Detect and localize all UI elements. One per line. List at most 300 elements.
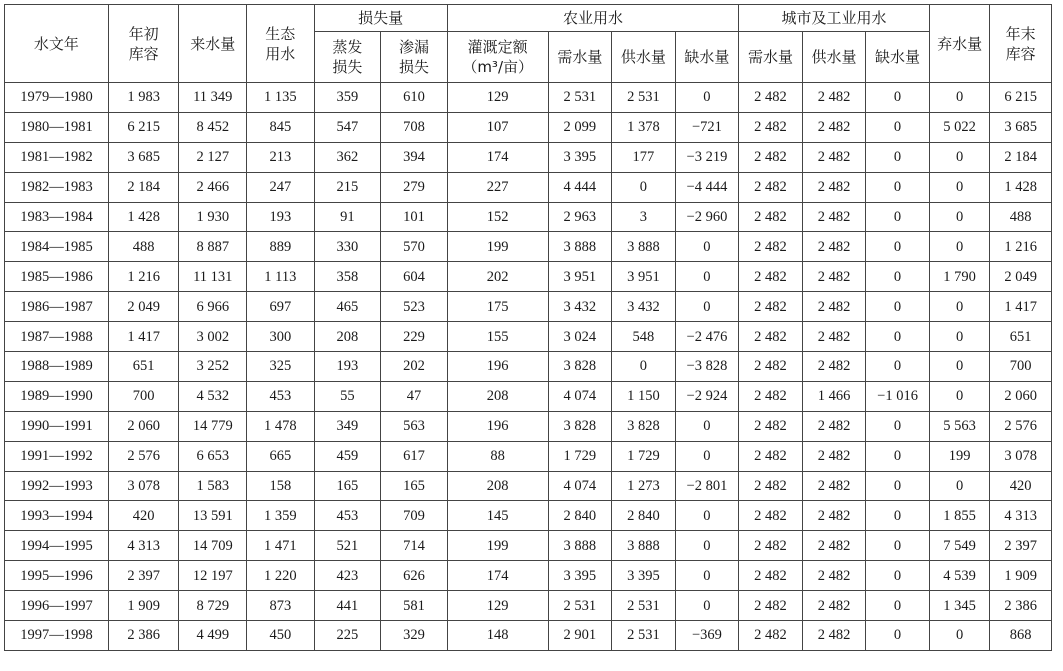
cell-evaporation-loss: 453 [314,501,381,531]
cell-inflow: 4 499 [179,621,247,651]
cell-year: 1982—1983 [5,172,109,202]
cell-urban-demand: 2 482 [739,202,803,232]
cell-urban-shortage: 0 [866,561,930,591]
cell-year: 1993—1994 [5,501,109,531]
cell-agri-demand: 3 828 [548,352,612,382]
cell-agri-demand: 2 531 [548,83,612,113]
cell-inflow: 6 653 [179,441,247,471]
cell-agri-demand: 3 828 [548,411,612,441]
cell-agri-demand: 3 395 [548,142,612,172]
cell-inflow: 2 466 [179,172,247,202]
table-row [5,83,1052,113]
cell-start-storage: 6 215 [108,112,179,142]
cell-inflow: 8 887 [179,232,247,262]
cell-end-storage: 868 [990,621,1052,651]
cell-seepage-loss: 610 [381,83,448,113]
cell-start-storage: 2 397 [108,561,179,591]
cell-end-storage: 1 417 [990,292,1052,322]
cell-agri-shortage: −3 219 [675,142,739,172]
cell-urban-shortage: 0 [866,591,930,621]
cell-agri-shortage: 0 [675,262,739,292]
cell-start-storage: 488 [108,232,179,262]
cell-urban-demand: 2 482 [739,441,803,471]
cell-urban-shortage: 0 [866,322,930,352]
cell-urban-demand: 2 482 [739,591,803,621]
cell-eco-water: 158 [247,471,315,501]
cell-year: 1991—1992 [5,441,109,471]
cell-urban-supply: 2 482 [802,561,866,591]
cell-agri-supply: 3 395 [612,561,676,591]
cell-evaporation-loss: 362 [314,142,381,172]
cell-start-storage: 700 [108,381,179,411]
cell-agri-demand: 2 840 [548,501,612,531]
cell-inflow: 4 532 [179,381,247,411]
cell-irrigation-quota: 175 [447,292,548,322]
cell-spill: 1 345 [929,591,990,621]
cell-spill: 1 790 [929,262,990,292]
cell-end-storage: 6 215 [990,83,1052,113]
cell-irrigation-quota: 174 [447,142,548,172]
header-evaporation-loss: 蒸发 损失 [314,32,381,83]
cell-urban-shortage: 0 [866,531,930,561]
table-header [5,5,1052,83]
cell-irrigation-quota: 199 [447,232,548,262]
cell-seepage-loss: 709 [381,501,448,531]
cell-start-storage: 420 [108,501,179,531]
cell-spill: 0 [929,471,990,501]
cell-eco-water: 193 [247,202,315,232]
cell-agri-demand: 3 888 [548,531,612,561]
cell-urban-supply: 2 482 [802,352,866,382]
cell-spill: 0 [929,232,990,262]
header-irrigation-quota: 灌溉定额 （m³/亩） [447,32,548,83]
cell-urban-supply: 2 482 [802,232,866,262]
cell-seepage-loss: 279 [381,172,448,202]
cell-agri-demand: 3 395 [548,561,612,591]
header-loss-group: 损失量 [314,5,447,32]
cell-spill: 1 855 [929,501,990,531]
cell-agri-supply: 0 [612,352,676,382]
cell-spill: 5 563 [929,411,990,441]
cell-end-storage: 1 428 [990,172,1052,202]
cell-urban-shortage: 0 [866,411,930,441]
cell-urban-shortage: −1 016 [866,381,930,411]
cell-agri-supply: 1 273 [612,471,676,501]
table-row [5,142,1052,172]
cell-start-storage: 1 909 [108,591,179,621]
cell-eco-water: 889 [247,232,315,262]
cell-urban-supply: 2 482 [802,621,866,651]
cell-seepage-loss: 165 [381,471,448,501]
cell-irrigation-quota: 196 [447,411,548,441]
cell-urban-demand: 2 482 [739,471,803,501]
cell-start-storage: 1 428 [108,202,179,232]
cell-urban-supply: 2 482 [802,471,866,501]
cell-evaporation-loss: 55 [314,381,381,411]
cell-urban-demand: 2 482 [739,262,803,292]
cell-spill: 5 022 [929,112,990,142]
header-end-storage: 年末 库容 [990,5,1052,83]
cell-start-storage: 2 386 [108,621,179,651]
cell-seepage-loss: 229 [381,322,448,352]
cell-inflow: 12 197 [179,561,247,591]
cell-start-storage: 2 184 [108,172,179,202]
header-seepage-loss: 渗漏 损失 [381,32,448,83]
cell-end-storage: 2 060 [990,381,1052,411]
cell-evaporation-loss: 358 [314,262,381,292]
cell-urban-shortage: 0 [866,621,930,651]
cell-urban-shortage: 0 [866,441,930,471]
cell-agri-demand: 4 444 [548,172,612,202]
cell-eco-water: 247 [247,172,315,202]
cell-evaporation-loss: 193 [314,352,381,382]
cell-urban-shortage: 0 [866,262,930,292]
cell-inflow: 1 583 [179,471,247,501]
cell-urban-supply: 2 482 [802,262,866,292]
cell-year: 1984—1985 [5,232,109,262]
cell-urban-demand: 2 482 [739,621,803,651]
cell-seepage-loss: 523 [381,292,448,322]
cell-agri-supply: 2 840 [612,501,676,531]
cell-end-storage: 420 [990,471,1052,501]
cell-irrigation-quota: 152 [447,202,548,232]
cell-end-storage: 3 078 [990,441,1052,471]
cell-seepage-loss: 329 [381,621,448,651]
cell-eco-water: 300 [247,322,315,352]
cell-inflow: 14 709 [179,531,247,561]
cell-evaporation-loss: 521 [314,531,381,561]
header-agri-group: 农业用水 [447,5,738,32]
cell-irrigation-quota: 208 [447,471,548,501]
cell-end-storage: 651 [990,322,1052,352]
cell-year: 1986—1987 [5,292,109,322]
cell-eco-water: 1 359 [247,501,315,531]
cell-end-storage: 1 216 [990,232,1052,262]
table-row [5,262,1052,292]
cell-start-storage: 3 078 [108,471,179,501]
cell-inflow: 1 930 [179,202,247,232]
cell-year: 1979—1980 [5,83,109,113]
header-agri-shortage: 缺水量 [675,32,739,83]
cell-agri-demand: 2 963 [548,202,612,232]
header-spill: 弃水量 [929,5,990,83]
cell-year: 1988—1989 [5,352,109,382]
cell-eco-water: 213 [247,142,315,172]
cell-inflow: 2 127 [179,142,247,172]
cell-irrigation-quota: 174 [447,561,548,591]
cell-agri-supply: 3 828 [612,411,676,441]
header-urban-group: 城市及工业用水 [739,5,930,32]
cell-urban-demand: 2 482 [739,531,803,561]
cell-year: 1990—1991 [5,411,109,441]
cell-year: 1994—1995 [5,531,109,561]
cell-agri-shortage: −4 444 [675,172,739,202]
cell-start-storage: 2 576 [108,441,179,471]
water-balance-table [4,4,1052,651]
cell-eco-water: 697 [247,292,315,322]
cell-agri-shortage: −2 960 [675,202,739,232]
cell-evaporation-loss: 215 [314,172,381,202]
cell-agri-supply: 1 150 [612,381,676,411]
cell-end-storage: 488 [990,202,1052,232]
cell-urban-supply: 2 482 [802,531,866,561]
cell-agri-supply: 3 951 [612,262,676,292]
cell-urban-supply: 2 482 [802,501,866,531]
cell-evaporation-loss: 208 [314,322,381,352]
cell-urban-demand: 2 482 [739,142,803,172]
cell-seepage-loss: 570 [381,232,448,262]
cell-spill: 0 [929,621,990,651]
cell-seepage-loss: 47 [381,381,448,411]
cell-urban-demand: 2 482 [739,561,803,591]
cell-urban-supply: 2 482 [802,142,866,172]
cell-evaporation-loss: 423 [314,561,381,591]
cell-agri-shortage: −721 [675,112,739,142]
cell-seepage-loss: 617 [381,441,448,471]
cell-eco-water: 1 478 [247,411,315,441]
cell-start-storage: 2 060 [108,411,179,441]
cell-seepage-loss: 563 [381,411,448,441]
cell-agri-demand: 4 074 [548,381,612,411]
header-start-storage: 年初 库容 [108,5,179,83]
cell-seepage-loss: 202 [381,352,448,382]
cell-spill: 199 [929,441,990,471]
cell-agri-demand: 2 099 [548,112,612,142]
cell-end-storage: 1 909 [990,561,1052,591]
cell-irrigation-quota: 145 [447,501,548,531]
cell-agri-shortage: −2 924 [675,381,739,411]
cell-agri-shortage: −2 476 [675,322,739,352]
cell-year: 1997—1998 [5,621,109,651]
header-year: 水文年 [5,5,109,83]
cell-irrigation-quota: 199 [447,531,548,561]
cell-year: 1985—1986 [5,262,109,292]
cell-urban-supply: 2 482 [802,411,866,441]
cell-spill: 0 [929,322,990,352]
header-inflow: 来水量 [179,5,247,83]
cell-urban-demand: 2 482 [739,411,803,441]
header-agri-supply: 供水量 [612,32,676,83]
table-row [5,232,1052,262]
cell-evaporation-loss: 547 [314,112,381,142]
cell-urban-shortage: 0 [866,142,930,172]
cell-agri-shortage: 0 [675,561,739,591]
cell-inflow: 8 452 [179,112,247,142]
cell-urban-demand: 2 482 [739,352,803,382]
cell-urban-supply: 2 482 [802,172,866,202]
cell-inflow: 14 779 [179,411,247,441]
cell-evaporation-loss: 330 [314,232,381,262]
cell-end-storage: 2 049 [990,262,1052,292]
cell-agri-shortage: 0 [675,292,739,322]
cell-evaporation-loss: 441 [314,591,381,621]
cell-eco-water: 1 471 [247,531,315,561]
cell-year: 1987—1988 [5,322,109,352]
header-agri-demand: 需水量 [548,32,612,83]
cell-eco-water: 1 135 [247,83,315,113]
cell-seepage-loss: 708 [381,112,448,142]
water-balance-table-container [4,4,1052,651]
cell-urban-supply: 2 482 [802,112,866,142]
cell-eco-water: 873 [247,591,315,621]
table-row [5,441,1052,471]
cell-agri-supply: 3 432 [612,292,676,322]
cell-agri-demand: 3 432 [548,292,612,322]
cell-spill: 0 [929,202,990,232]
cell-urban-demand: 2 482 [739,112,803,142]
cell-urban-shortage: 0 [866,83,930,113]
cell-urban-shortage: 0 [866,112,930,142]
cell-inflow: 13 591 [179,501,247,531]
cell-urban-supply: 2 482 [802,202,866,232]
cell-inflow: 3 002 [179,322,247,352]
cell-year: 1989—1990 [5,381,109,411]
cell-evaporation-loss: 359 [314,83,381,113]
table-row [5,531,1052,561]
cell-agri-demand: 2 531 [548,591,612,621]
cell-end-storage: 2 386 [990,591,1052,621]
cell-irrigation-quota: 148 [447,621,548,651]
header-urban-shortage: 缺水量 [866,32,930,83]
cell-inflow: 11 131 [179,262,247,292]
cell-irrigation-quota: 155 [447,322,548,352]
cell-evaporation-loss: 225 [314,621,381,651]
cell-agri-shortage: −369 [675,621,739,651]
cell-urban-shortage: 0 [866,172,930,202]
cell-start-storage: 651 [108,352,179,382]
table-row [5,411,1052,441]
cell-end-storage: 4 313 [990,501,1052,531]
cell-urban-supply: 2 482 [802,322,866,352]
cell-urban-demand: 2 482 [739,83,803,113]
cell-year: 1980—1981 [5,112,109,142]
cell-agri-supply: 1 378 [612,112,676,142]
table-row [5,591,1052,621]
cell-agri-demand: 3 951 [548,262,612,292]
cell-irrigation-quota: 227 [447,172,548,202]
cell-spill: 0 [929,83,990,113]
cell-agri-supply: 2 531 [612,591,676,621]
cell-eco-water: 1 113 [247,262,315,292]
cell-irrigation-quota: 196 [447,352,548,382]
cell-urban-demand: 2 482 [739,501,803,531]
cell-agri-shortage: 0 [675,501,739,531]
cell-eco-water: 450 [247,621,315,651]
cell-eco-water: 665 [247,441,315,471]
cell-year: 1995—1996 [5,561,109,591]
cell-irrigation-quota: 107 [447,112,548,142]
cell-urban-supply: 1 466 [802,381,866,411]
cell-end-storage: 3 685 [990,112,1052,142]
cell-spill: 0 [929,142,990,172]
header-urban-demand: 需水量 [739,32,803,83]
header-eco-water: 生态 用水 [247,5,315,83]
cell-irrigation-quota: 88 [447,441,548,471]
cell-spill: 4 539 [929,561,990,591]
cell-agri-demand: 2 901 [548,621,612,651]
cell-agri-demand: 4 074 [548,471,612,501]
cell-eco-water: 845 [247,112,315,142]
cell-agri-supply: 2 531 [612,83,676,113]
cell-end-storage: 2 184 [990,142,1052,172]
table-row [5,322,1052,352]
cell-seepage-loss: 581 [381,591,448,621]
cell-year: 1983—1984 [5,202,109,232]
cell-start-storage: 1 983 [108,83,179,113]
cell-urban-shortage: 0 [866,232,930,262]
cell-urban-demand: 2 482 [739,172,803,202]
cell-urban-demand: 2 482 [739,232,803,262]
cell-irrigation-quota: 129 [447,83,548,113]
cell-start-storage: 1 216 [108,262,179,292]
cell-urban-shortage: 0 [866,202,930,232]
cell-eco-water: 453 [247,381,315,411]
cell-end-storage: 2 576 [990,411,1052,441]
cell-inflow: 6 966 [179,292,247,322]
cell-urban-demand: 2 482 [739,322,803,352]
header-urban-supply: 供水量 [802,32,866,83]
cell-agri-demand: 3 024 [548,322,612,352]
cell-agri-shortage: 0 [675,83,739,113]
cell-seepage-loss: 714 [381,531,448,561]
cell-end-storage: 2 397 [990,531,1052,561]
cell-agri-shortage: −3 828 [675,352,739,382]
cell-start-storage: 2 049 [108,292,179,322]
cell-evaporation-loss: 459 [314,441,381,471]
cell-spill: 0 [929,292,990,322]
cell-agri-shortage: −2 801 [675,471,739,501]
cell-year: 1992—1993 [5,471,109,501]
cell-urban-shortage: 0 [866,471,930,501]
cell-agri-supply: 3 [612,202,676,232]
table-row [5,172,1052,202]
table-row [5,621,1052,651]
cell-evaporation-loss: 91 [314,202,381,232]
cell-inflow: 8 729 [179,591,247,621]
cell-agri-supply: 0 [612,172,676,202]
table-row [5,112,1052,142]
cell-year: 1996—1997 [5,591,109,621]
cell-urban-shortage: 0 [866,292,930,322]
cell-start-storage: 3 685 [108,142,179,172]
cell-start-storage: 4 313 [108,531,179,561]
cell-end-storage: 700 [990,352,1052,382]
cell-spill: 0 [929,172,990,202]
cell-agri-supply: 548 [612,322,676,352]
cell-irrigation-quota: 129 [447,591,548,621]
cell-agri-demand: 3 888 [548,232,612,262]
cell-irrigation-quota: 208 [447,381,548,411]
cell-seepage-loss: 626 [381,561,448,591]
cell-urban-demand: 2 482 [739,292,803,322]
cell-spill: 0 [929,381,990,411]
cell-seepage-loss: 101 [381,202,448,232]
cell-urban-supply: 2 482 [802,441,866,471]
cell-agri-demand: 1 729 [548,441,612,471]
cell-evaporation-loss: 165 [314,471,381,501]
cell-agri-supply: 3 888 [612,531,676,561]
cell-evaporation-loss: 465 [314,292,381,322]
table-row [5,381,1052,411]
cell-urban-shortage: 0 [866,352,930,382]
table-row [5,471,1052,501]
cell-evaporation-loss: 349 [314,411,381,441]
cell-urban-supply: 2 482 [802,591,866,621]
cell-seepage-loss: 604 [381,262,448,292]
cell-irrigation-quota: 202 [447,262,548,292]
cell-agri-shortage: 0 [675,531,739,561]
cell-agri-shortage: 0 [675,591,739,621]
